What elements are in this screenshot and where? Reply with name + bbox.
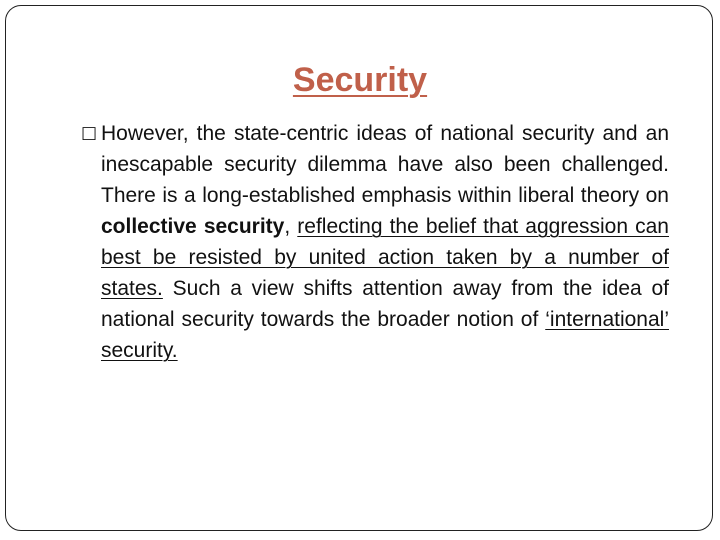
bullet-icon: □ <box>81 123 98 143</box>
paragraph-underlined-international: ‘international’ security. <box>101 308 669 362</box>
slide-title-text: Security <box>292 61 428 99</box>
bullet-paragraph <box>81 118 669 366</box>
paragraph-comma: , <box>284 215 298 238</box>
paragraph-intro: However, the state-centric ideas of national security and an inescapable security dilemma have also been challenged. There is a long-established emphasis within liberal theory on <box>101 122 669 207</box>
paragraph-middle: Such a view shifts attention away from the idea of national security towards the broader notion of <box>101 277 669 331</box>
paragraph-emphasis: collective security <box>101 215 285 238</box>
paragraph-underlined-belief: reflecting the belief that aggression can best be resisted by united action taken by a number of states. <box>101 215 669 300</box>
slide-title <box>0 58 720 102</box>
